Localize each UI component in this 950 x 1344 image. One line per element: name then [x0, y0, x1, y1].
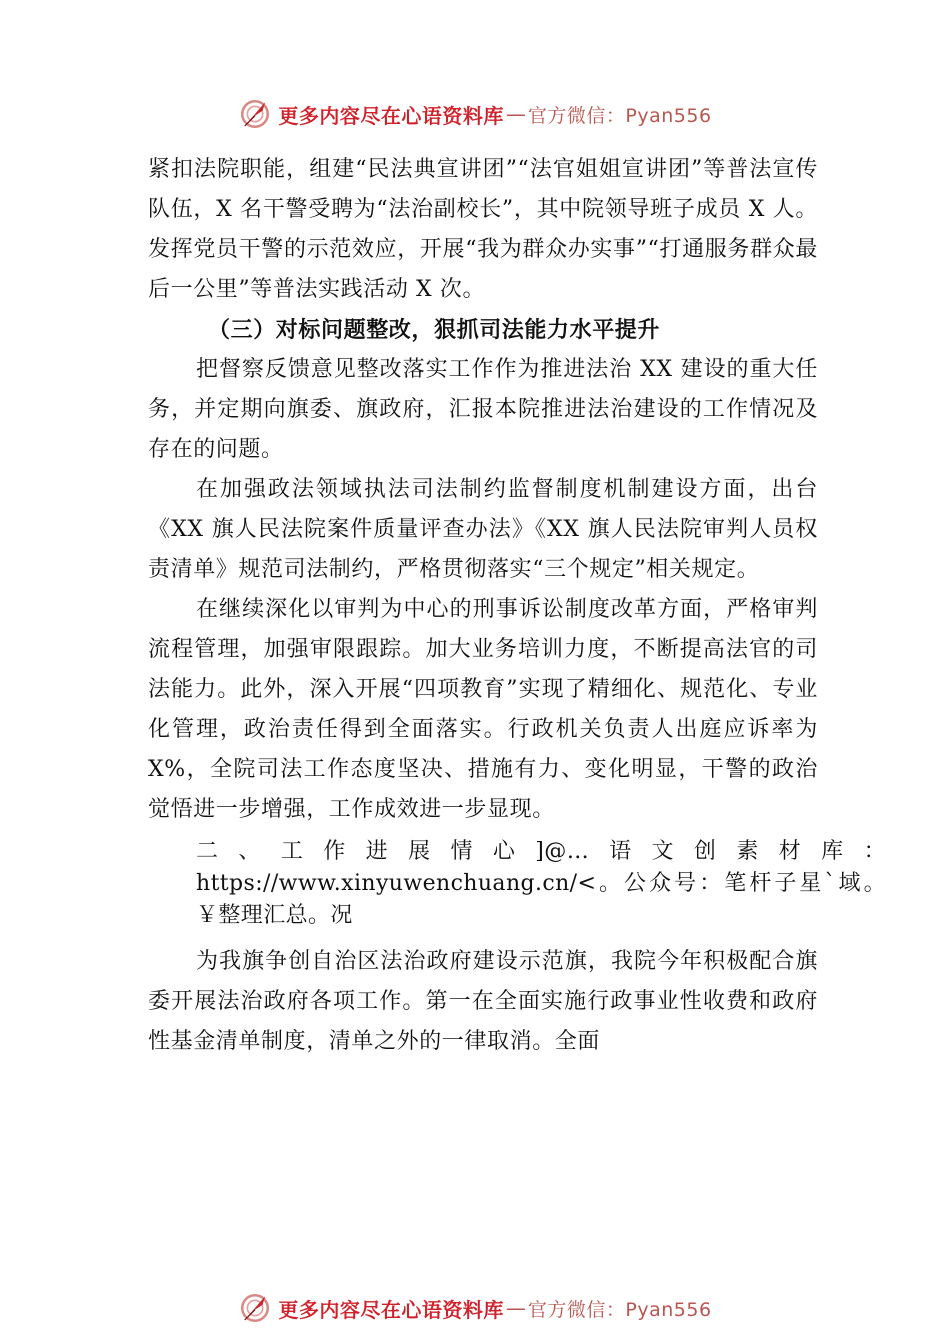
banner-wechat-text: 官方微信：Pyan556 — [527, 104, 712, 127]
section-heading-3: （三）对标问题整改，狠抓司法能力水平提升 — [208, 317, 661, 343]
paragraph-rectification: 把督察反馈意见整改落实工作作为推进法治 XX 建设的重大任务，并定期向旗委、旗政府，汇报本院推进法治建设的工作情况及存在的问题。 — [148, 357, 818, 462]
banner-wechat-text: 官方微信：Pyan556 — [527, 1298, 712, 1321]
banner-lead-text: 更多内容尽在心语资料库 — [278, 103, 504, 128]
footer-banner — [0, 1286, 950, 1330]
header-banner — [0, 92, 950, 136]
banner-separator: — — [505, 102, 526, 126]
paragraph-supervision: 在加强政法领域执法司法制约监督制度机制建设方面，出台《XX 旗人民法院案件质量评查办法》《XX 旗人民法院审判人员权责清单》规范司法制约，严格贯彻落实“三个规定”相关规定。 — [148, 477, 818, 582]
banner-separator: — — [505, 1296, 526, 1320]
paragraph-government: 为我旗争创自治区法治政府建设示范旗，我院今年积极配合旗委开展法治政府各项工作。第一在全面实施行政事业性收费和政府性基金清单制度，清单之外的一律取消。全面 — [148, 949, 818, 1054]
quill-pen-logo-icon — [238, 1291, 272, 1325]
banner-lead-text: 更多内容尽在心语资料库 — [278, 1297, 504, 1322]
paragraph-reform: 在继续深化以审判为中心的刑事诉讼制度改革方面，严格审判流程管理，加强审限跟踪。加大业务培训力度，不断提高法官的司法能力。此外，深入开展“四项教育”实现了精细化、规范化、专业化管理，政治责任得到全面落实。行政机关负责人出庭应诉率为 X%，全院司法工作态度坚决、措施有力、变化明显，干警的政治觉悟进一步增强，工作成效进一步显现。 — [148, 597, 818, 822]
quill-pen-logo-icon — [238, 97, 272, 131]
paragraph-outreach: 紧扣法院职能，组建“民法典宣讲团”“法官姐姐宣讲团”等普法宣传队伍，X 名干警受聘为“法治副校长”，其中院领导班子成员 X 人。发挥党员干警的示范效应，开展“我为群众办实事”“打通服务群众最后一公里”等普法实践活动 X 次。 — [148, 157, 818, 302]
document-body — [148, 150, 886, 1062]
section-heading-2: 二、工作进展情心]@…语文创素材库：https://www.xinyuwenchuang.cn/<。公众号：笔杆子星`域。￥整理汇总。况 — [196, 839, 886, 928]
